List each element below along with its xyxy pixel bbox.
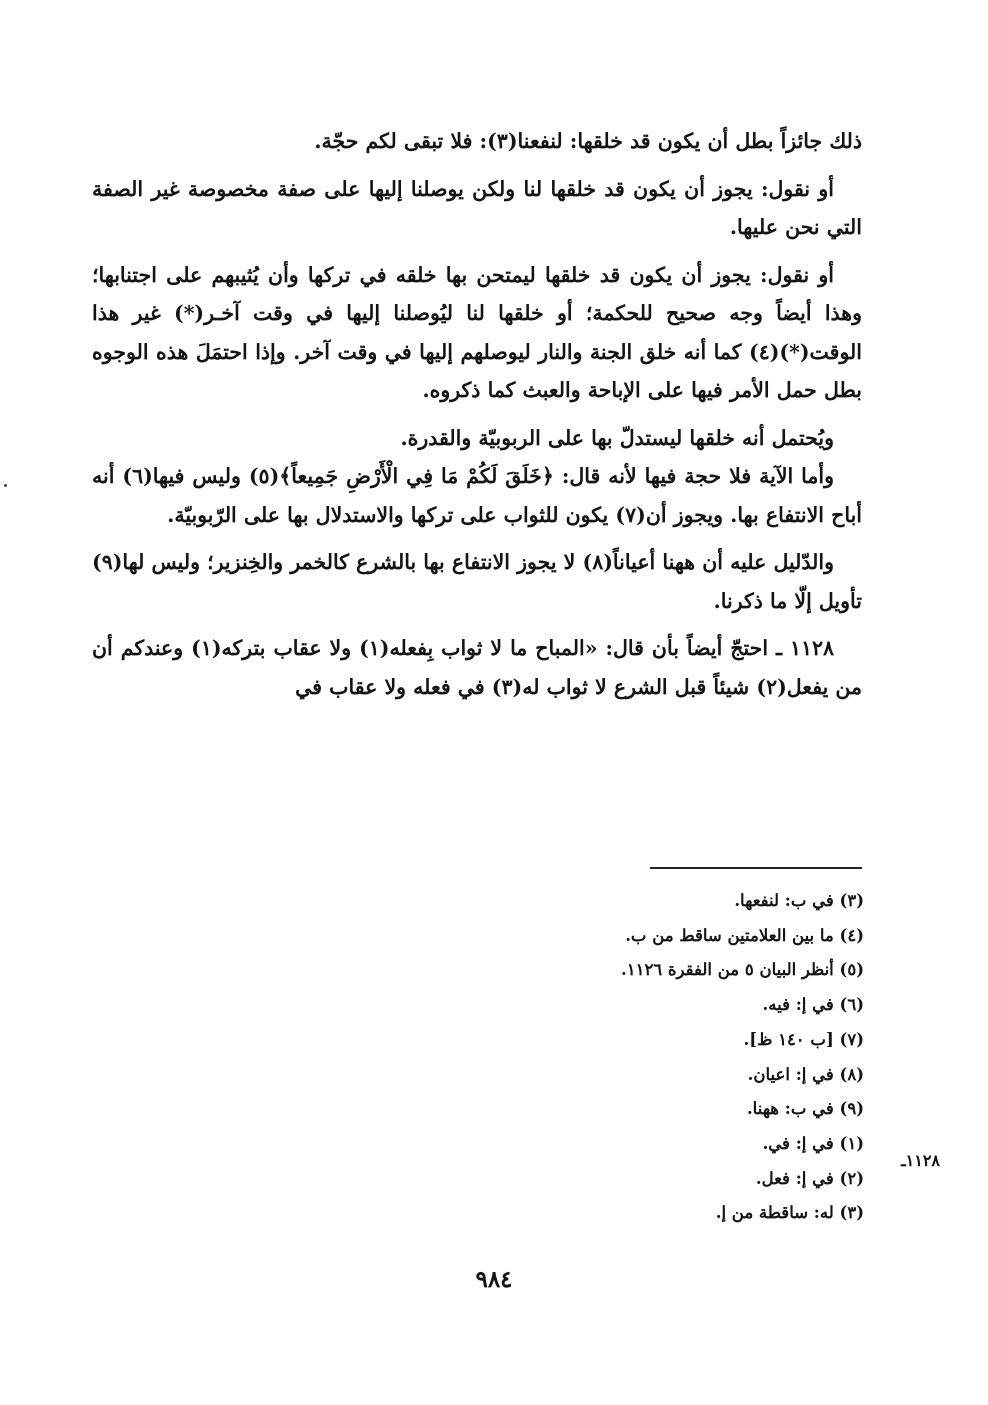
paragraph: والدّليل عليه أن ههنا أعياناً(٨) لا يجوز الانتفاع بها بالشرع كالخمر والخِنزير؛ وليس لها(٩) تأويل إلّا ما ذكرنا. [92, 550, 862, 613]
footnote: (٣) له: ساقطة من إ. [715, 1203, 864, 1223]
footnote: (٣) في ب: لنفعها. [734, 891, 864, 910]
paragraph: وأما الآية فلا حجة فيها لأنه قال: ﴿خَلَقَ لَكُمْ مَا فِي الْأَرْضِ جَمِيعاً﴾(٥) وليس فيها(٦) أنه أباح الانتفاع بها. ويجوز أن(٧) يكون للثواب على تركها والاستدلال بها على الرّبوبيّة. [92, 464, 862, 527]
footnote: (٦) في إ: فيه. [762, 995, 864, 1015]
page-number: ٩٨٤ [475, 1266, 513, 1293]
footnote: (٩) في ب: ههنا. [746, 1099, 864, 1119]
footnote-group-label: ١١٢٨ـ [900, 1151, 940, 1170]
footnote: (٢) في إ: فعل. [755, 1168, 864, 1188]
footnote: (٨) في إ: اعيان. [747, 1064, 864, 1084]
paragraph: ذلك جائزاً بطل أن يكون قد خلقها: لنفعنا(٣): فلا تبقى لكم حجّة. [314, 129, 862, 153]
footnote: (١) في إ: في. [762, 1133, 864, 1153]
footnotes [500, 884, 864, 1231]
footnote: (٥) أنظر البيان ٥ من الفقرة ١١٢٦. [620, 960, 864, 980]
footnote: (٧) [ب ١٤٠ ظ]. [743, 1029, 864, 1049]
footnote-divider [650, 867, 862, 869]
paragraph: أو نقول: يجوز أن يكون قد خلقها لنا ولكن يوصلنا إليها على صفة مخصوصة غير الصفة التي نحن عليها. [92, 176, 862, 239]
paragraph: أو نقول: يجوز أن يكون قد خلقها ليمتحن بها خلقه في تركها وأن يُثيبهم على اجتنابها؛ وهذا أيضاً وجه صحيح للحكمة؛ أو خلقها لنا ليُوصلنا إليها في وقت آخـر(*) غير هذا الوقت(*)(٤) كما أنه خلق الجنة والنار ليوصلهم إليها في وقت آخر. وإذا احتمَلَ هذه الوجوه بطل حمل الأمر فيها على الإباحة والعبث كما ذكروه. [92, 262, 862, 402]
scan-speck [4, 484, 7, 487]
footnote: (٤) ما بين العلامتين ساقط من ب. [625, 925, 864, 945]
paragraph: ١١٢٨ ـ احتجّ أيضاً بأن قال: «المباح ما لا ثواب بِفعله(١) ولا عقاب بتركه(١) وعندكم أن من يفعل(٢) شيئاً قبل الشرع لا ثواب له(٣) في فعله ولا عقاب في [92, 636, 862, 699]
main-text-body [92, 122, 862, 715]
paragraph: ويُحتمل أنه خلقها ليستدلّ بها على الربوبيّة والقدرة. [400, 425, 834, 450]
